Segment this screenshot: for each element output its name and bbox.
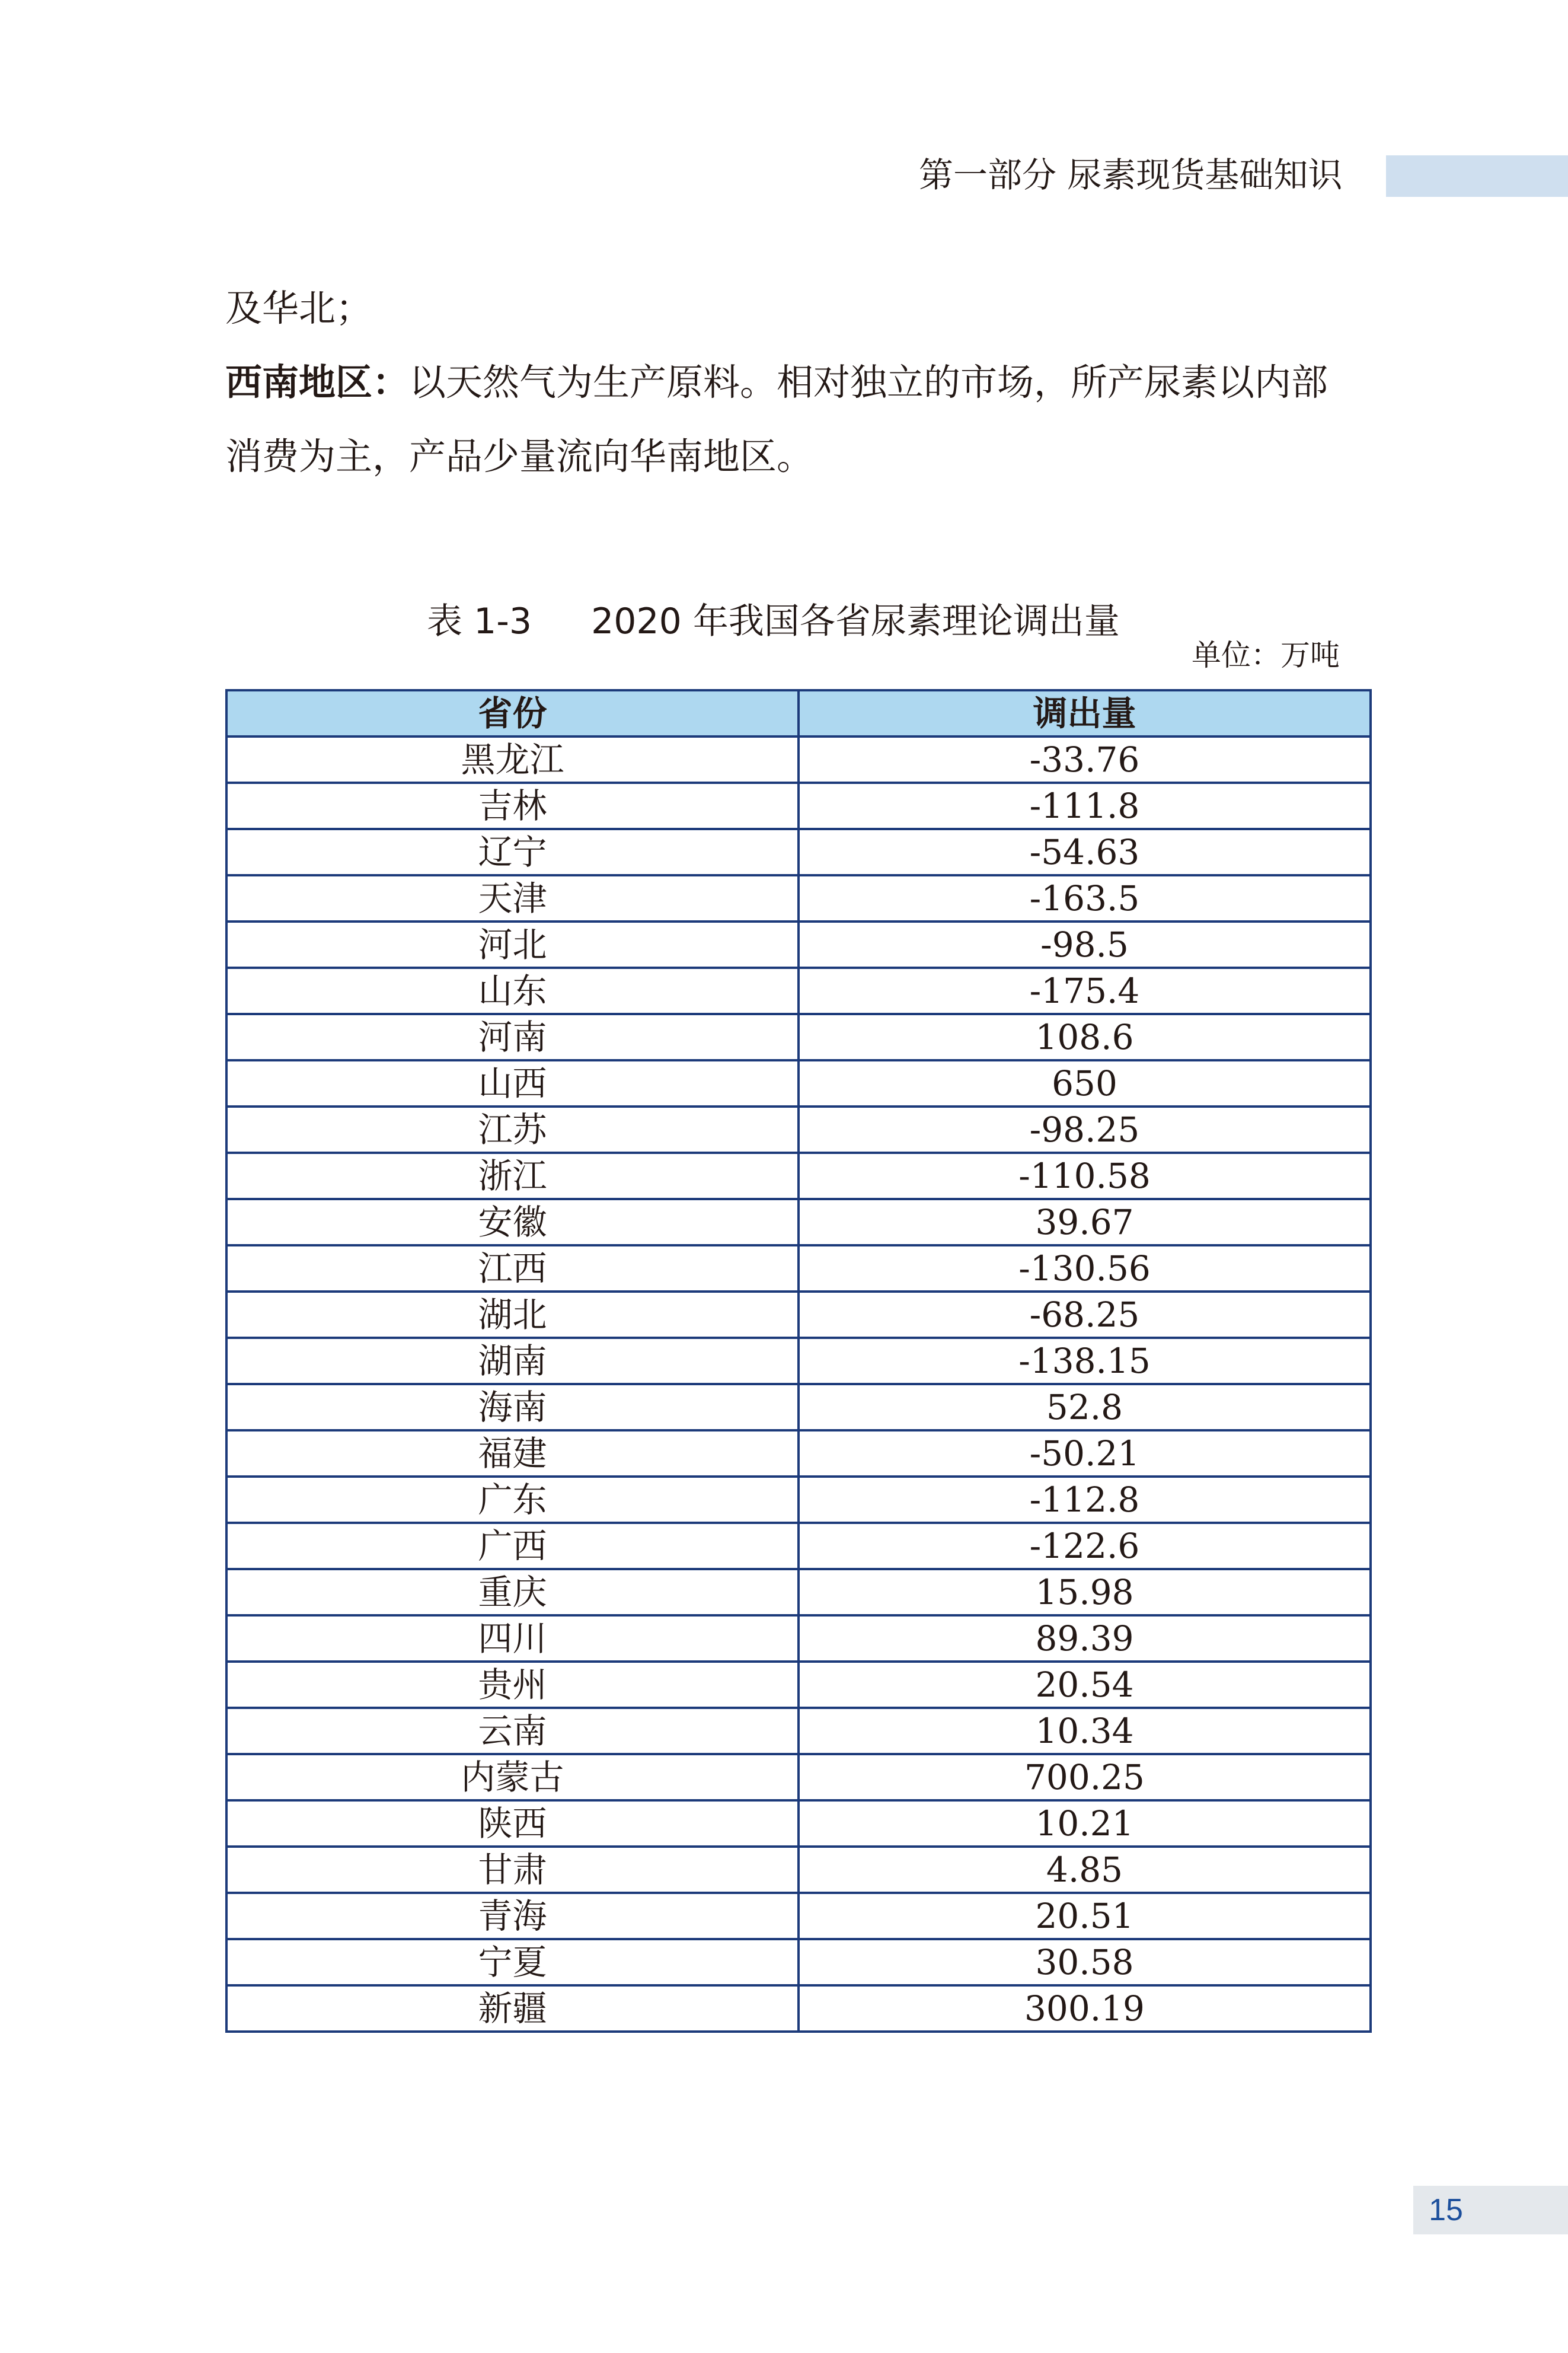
outflow-cell: -175.4 <box>799 968 1371 1014</box>
table-row <box>226 1569 1371 1615</box>
province-cell: 四川 <box>226 1615 799 1662</box>
table-row <box>226 1245 1371 1292</box>
province-cell: 重庆 <box>226 1569 799 1615</box>
outflow-cell: 10.34 <box>799 1708 1371 1754</box>
table-row <box>226 1800 1371 1847</box>
table-row <box>226 1985 1371 2032</box>
province-cell: 江西 <box>226 1245 799 1292</box>
outflow-cell: -33.76 <box>799 736 1371 783</box>
table-row <box>226 1477 1371 1523</box>
province-cell: 山西 <box>226 1060 799 1107</box>
outflow-cell: -111.8 <box>799 783 1371 829</box>
table-body <box>226 736 1371 2032</box>
province-cell: 贵州 <box>226 1662 799 1708</box>
table-row <box>226 1292 1371 1338</box>
province-cell: 新疆 <box>226 1985 799 2032</box>
province-cell: 内蒙古 <box>226 1754 799 1800</box>
page-number-box <box>1413 2186 1568 2234</box>
province-cell: 云南 <box>226 1708 799 1754</box>
province-cell: 黑龙江 <box>226 736 799 783</box>
paragraph-line-3: 消费为主，产品少量流向华南地区。 <box>225 435 814 478</box>
outflow-cell: -138.15 <box>799 1338 1371 1384</box>
outflow-cell: 52.8 <box>799 1384 1371 1430</box>
table-row <box>226 1662 1371 1708</box>
outflow-cell: -50.21 <box>799 1430 1371 1477</box>
province-cell: 吉林 <box>226 783 799 829</box>
table-row <box>226 736 1371 783</box>
province-cell: 湖南 <box>226 1338 799 1384</box>
urea-outflow-table <box>225 689 1372 2033</box>
table-row <box>226 1199 1371 1245</box>
table-row <box>226 1615 1371 1662</box>
table-header-row <box>226 690 1371 736</box>
table-row <box>226 1107 1371 1153</box>
paragraph-line-2 <box>225 359 1369 406</box>
outflow-cell: 20.54 <box>799 1662 1371 1708</box>
outflow-cell: 30.58 <box>799 1939 1371 1985</box>
outflow-cell: -130.56 <box>799 1245 1371 1292</box>
table-row <box>226 1893 1371 1939</box>
table-row <box>226 968 1371 1014</box>
table-row <box>226 1060 1371 1107</box>
outflow-cell: -98.25 <box>799 1107 1371 1153</box>
province-cell: 湖北 <box>226 1292 799 1338</box>
province-cell: 山东 <box>226 968 799 1014</box>
table-row <box>226 1708 1371 1754</box>
outflow-cell: -163.5 <box>799 875 1371 922</box>
province-cell: 陕西 <box>226 1800 799 1847</box>
table-caption-label: 表 1-3 <box>427 601 532 642</box>
table-row <box>226 1014 1371 1060</box>
table-caption-title: 2020 年我国各省尿素理论调出量 <box>591 601 1120 642</box>
outflow-cell: -68.25 <box>799 1292 1371 1338</box>
table-row <box>226 1939 1371 1985</box>
paragraph-line-2-text: 以天然气为生产原料。相对独立的市场，所产尿素以内部 <box>409 361 1329 404</box>
province-cell: 辽宁 <box>226 829 799 875</box>
region-heading-southwest: 西南地区： <box>225 361 410 404</box>
table-row <box>226 783 1371 829</box>
table-row <box>226 1847 1371 1893</box>
outflow-cell: -110.58 <box>799 1153 1371 1199</box>
running-header-title: 第一部分 尿素现货基础知识 <box>919 155 1343 195</box>
province-cell: 江苏 <box>226 1107 799 1153</box>
table-row <box>226 1384 1371 1430</box>
outflow-cell: 89.39 <box>799 1615 1371 1662</box>
province-cell: 福建 <box>226 1430 799 1477</box>
outflow-cell: -54.63 <box>799 829 1371 875</box>
outflow-cell: 108.6 <box>799 1014 1371 1060</box>
table-caption <box>427 598 1120 645</box>
table-unit-note: 单位：万吨 <box>1192 638 1340 672</box>
outflow-cell: 39.67 <box>799 1199 1371 1245</box>
table-row <box>226 1153 1371 1199</box>
province-cell: 青海 <box>226 1893 799 1939</box>
outflow-cell: 700.25 <box>799 1754 1371 1800</box>
outflow-cell: 650 <box>799 1060 1371 1107</box>
table-row <box>226 1523 1371 1569</box>
province-cell: 天津 <box>226 875 799 922</box>
table-row <box>226 1430 1371 1477</box>
table-row <box>226 829 1371 875</box>
province-cell: 安徽 <box>226 1199 799 1245</box>
paragraph-line-1: 及华北； <box>225 286 373 330</box>
province-cell: 海南 <box>226 1384 799 1430</box>
outflow-cell: 20.51 <box>799 1893 1371 1939</box>
province-cell: 河南 <box>226 1014 799 1060</box>
outflow-cell: -112.8 <box>799 1477 1371 1523</box>
province-cell: 广西 <box>226 1523 799 1569</box>
outflow-cell: -122.6 <box>799 1523 1371 1569</box>
table-row <box>226 1338 1371 1384</box>
province-cell: 浙江 <box>226 1153 799 1199</box>
outflow-cell: -98.5 <box>799 922 1371 968</box>
outflow-cell: 4.85 <box>799 1847 1371 1893</box>
province-cell: 河北 <box>226 922 799 968</box>
province-cell: 甘肃 <box>226 1847 799 1893</box>
table-row <box>226 875 1371 922</box>
table-row <box>226 1754 1371 1800</box>
column-header-outflow: 调出量 <box>799 690 1371 736</box>
header-accent-bar <box>1386 155 1568 197</box>
table-row <box>226 922 1371 968</box>
outflow-cell: 300.19 <box>799 1985 1371 2032</box>
outflow-cell: 10.21 <box>799 1800 1371 1847</box>
page-number: 15 <box>1429 2193 1463 2227</box>
province-cell: 广东 <box>226 1477 799 1523</box>
column-header-province: 省份 <box>226 690 799 736</box>
outflow-cell: 15.98 <box>799 1569 1371 1615</box>
province-cell: 宁夏 <box>226 1939 799 1985</box>
